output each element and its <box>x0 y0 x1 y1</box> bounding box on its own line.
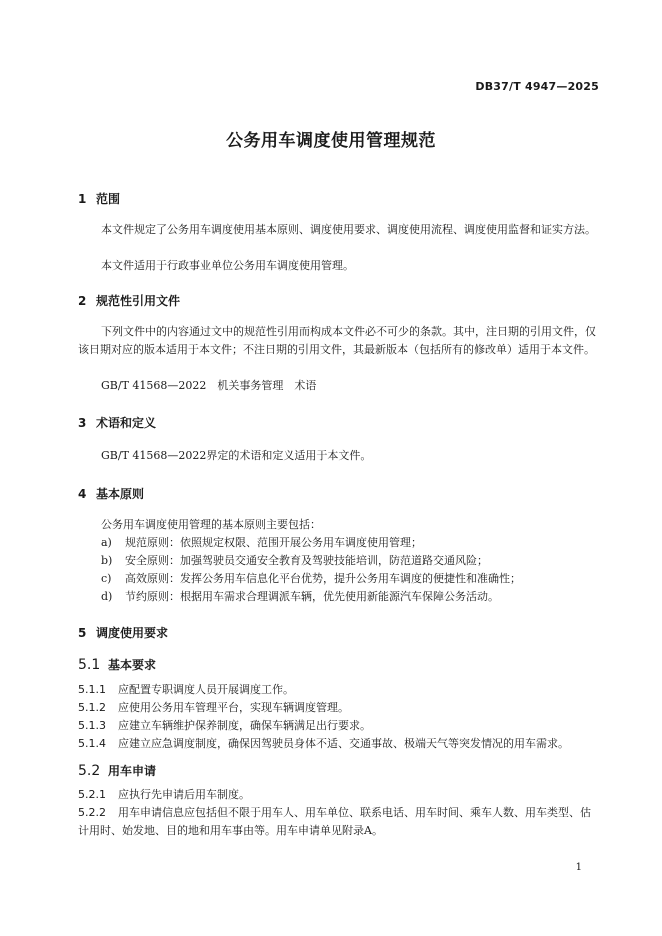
section-5-heading <box>78 624 168 641</box>
section-number: 3 <box>78 416 87 430</box>
normative-reference: GB/T 41568—2022 机关事务管理 术语 <box>101 379 317 392</box>
clause-number: 5.1.4 <box>78 737 106 750</box>
section-title: 范围 <box>96 192 121 206</box>
subsection-title: 用车申请 <box>108 764 157 778</box>
subsection-number: 5.1 <box>78 657 101 673</box>
list-item <box>101 552 488 570</box>
clause-text: 应执行先申请后用车制度。 <box>118 788 250 801</box>
list-marker: c) <box>101 572 112 585</box>
clause-text: 应配置专职调度人员开展调度工作。 <box>118 683 294 696</box>
clause-number: 5.1.2 <box>78 701 106 714</box>
clause-text: 应建立车辆维护保养制度，确保车辆满足出行要求。 <box>118 719 371 732</box>
section-title: 规范性引用文件 <box>96 294 181 308</box>
list-item-text: 安全原则：加强驾驶员交通安全教育及驾驶技能培训，防范道路交通风险； <box>125 554 488 567</box>
clause-number: 5.2.2 <box>78 806 106 819</box>
section-3-paragraph-1: GB/T 41568—2022界定的术语和定义适用于本文件。 <box>101 449 372 462</box>
list-item <box>101 588 499 606</box>
section-1-paragraph-1: 本文件规定了公务用车调度使用基本原则、调度使用要求、调度使用流程、调度使用监督和证实方法。 <box>101 223 596 236</box>
section-2-paragraph-1: 下列文件中的内容通过文中的规范性引用而构成本文件必不可少的条款。其中，注日期的引用文件，仅该日期对应的版本适用于本文件；不注日期的引用文件，其最新版本（包括所有的修改单）适用于本文件。 <box>78 325 596 356</box>
clause-number: 5.1.1 <box>78 683 106 696</box>
subsection-number: 5.2 <box>78 763 101 779</box>
section-number: 4 <box>78 487 87 501</box>
list-item-text: 高效原则：发挥公务用车信息化平台优势，提升公务用车调度的便捷性和准确性； <box>125 572 521 585</box>
clause-number: 5.1.3 <box>78 719 106 732</box>
section-number: 5 <box>78 626 87 640</box>
section-number: 1 <box>78 192 87 206</box>
section-title: 调度使用要求 <box>96 626 169 640</box>
section-title: 术语和定义 <box>96 416 157 430</box>
clause-number: 5.2.1 <box>78 788 106 801</box>
list-marker: a) <box>101 536 112 549</box>
clause-text: 用车申请信息应包括但不限于用车人、用车单位、联系电话、用车时间、乘车人数、用车类型、估计用时、始发地、目的地和用车事由等。用车申请单见附录A。 <box>78 806 591 837</box>
subsection-title: 基本要求 <box>108 658 157 672</box>
clause <box>78 699 600 717</box>
list-item <box>101 534 422 552</box>
subsection-5-2-heading <box>78 762 156 779</box>
section-4-intro: 公务用车调度使用管理的基本原则主要包括： <box>101 518 321 531</box>
clause-text: 应建立应急调度制度，确保因驾驶员身体不适、交通事故、极端天气等突发情况的用车需求。 <box>118 737 569 750</box>
page-number: 1 <box>575 862 582 873</box>
list-item-text: 节约原则：根据用车需求合理调派车辆，优先使用新能源汽车保障公务活动。 <box>125 590 499 603</box>
document-id: DB37/T 4947—2025 <box>475 80 599 93</box>
clause <box>78 735 600 753</box>
section-2-heading <box>78 292 180 309</box>
subsection-5-1-heading <box>78 656 156 673</box>
section-4-heading <box>78 485 144 502</box>
section-number: 2 <box>78 294 87 308</box>
section-1-paragraph-2: 本文件适用于行政事业单位公务用车调度使用管理。 <box>101 259 354 272</box>
clause-text: 应使用公务用车管理平台，实现车辆调度管理。 <box>118 701 349 714</box>
section-3-heading <box>78 414 156 431</box>
list-marker: d) <box>101 590 113 603</box>
page-title: 公务用车调度使用管理规范 <box>226 131 436 151</box>
clause <box>78 681 600 699</box>
section-1-heading <box>78 190 120 207</box>
clause <box>78 804 600 840</box>
list-item-text: 规范原则：依照规定权限、范围开展公务用车调度使用管理； <box>125 536 422 549</box>
list-marker: b) <box>101 554 113 567</box>
clause <box>78 717 600 735</box>
list-item <box>101 570 521 588</box>
section-title: 基本原则 <box>96 487 145 501</box>
clause <box>78 786 600 804</box>
